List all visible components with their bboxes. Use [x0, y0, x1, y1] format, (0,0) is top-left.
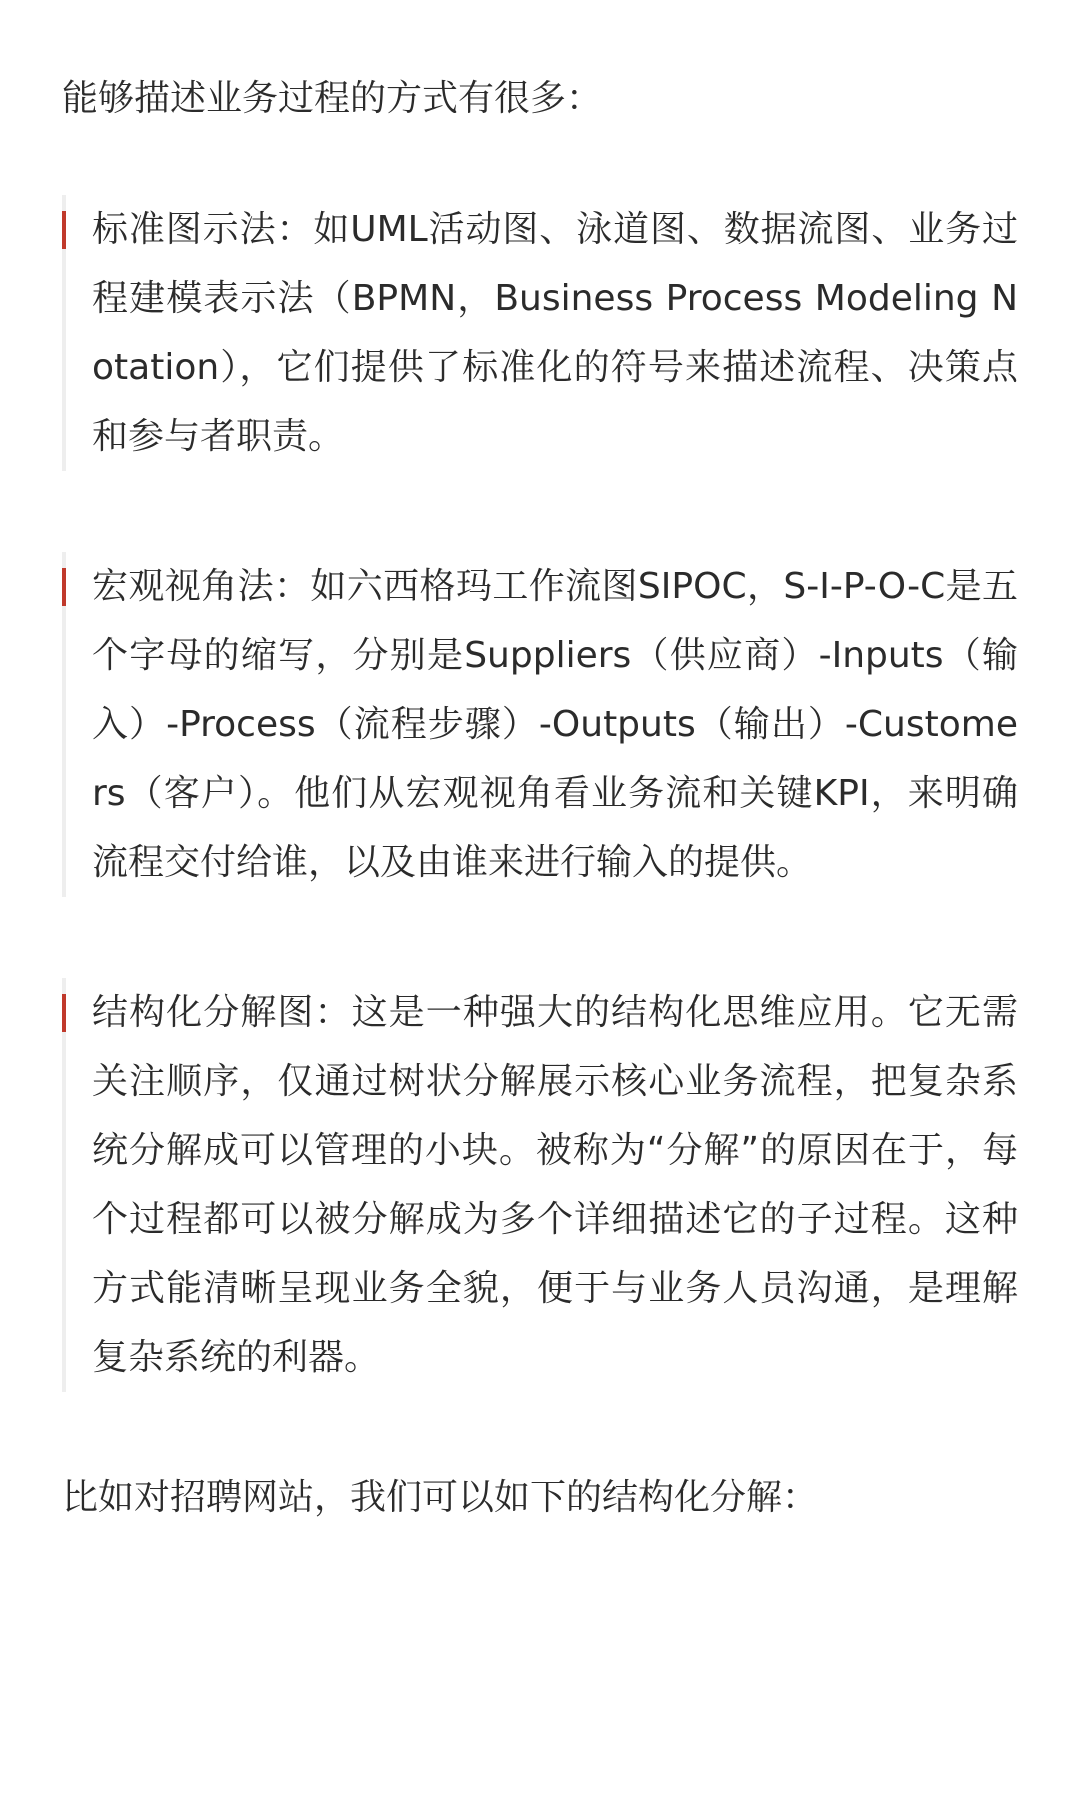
- callout-accent-bar: [62, 994, 66, 1032]
- intro-paragraph: 能够描述业务过程的方式有很多：: [62, 78, 603, 119]
- callout-text: 宏观视角法：如六西格玛工作流图SIPOC，S-I-P-O-C是五个字母的缩写，分别是Suppliers（供应商）-Inputs（输入）-Process（流程步骤）-Outputs（输出）-Customers（客户）。他们从宏观视角看业务流和关键KPI，来明确流程交付给谁，以及由谁来进行输入的提供。: [92, 566, 1018, 883]
- callout-standard-diagrams: [62, 195, 1018, 471]
- callout-structured-decomposition: [62, 978, 1018, 1392]
- callout-accent-bar: [62, 211, 66, 249]
- callout-macro-view: [62, 552, 1018, 897]
- outro-paragraph: 比如对招聘网站，我们可以如下的结构化分解：: [62, 1477, 819, 1518]
- callout-text: 结构化分解图：这是一种强大的结构化思维应用。它无需关注顺序，仅通过树状分解展示核心业务流程，把复杂系统分解成可以管理的小块。被称为“分解”的原因在于，每个过程都可以被分解成为多个详细描述它的子过程。这种方式能清晰呈现业务全貌，便于与业务人员沟通，是理解复杂系统的利器。: [92, 992, 1018, 1378]
- callout-accent-bar: [62, 568, 66, 606]
- callout-text: 标准图示法：如UML活动图、泳道图、数据流图、业务过程建模表示法（BPMN，Business Process Modeling Notation），它们提供了标准化的符号来描述流程、决策点和参与者职责。: [92, 209, 1018, 457]
